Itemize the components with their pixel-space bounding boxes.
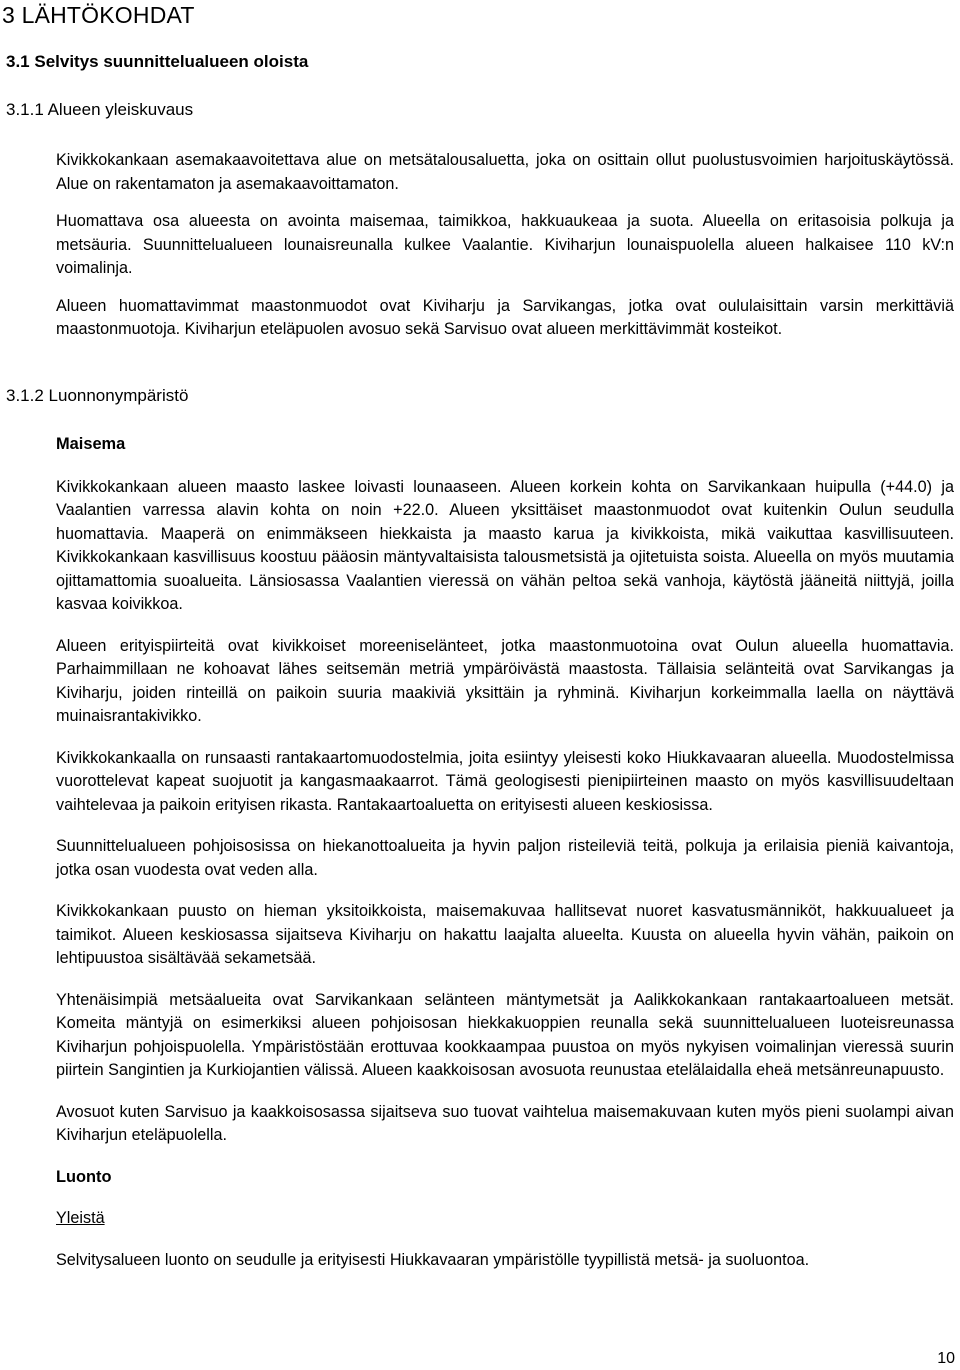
subsection-heading-312: 3.1.2 Luonnonympäristö [6,386,189,405]
paragraph: Alueen erityispiirteitä ovat kivikkoiset moreeniselänteet, jotka maastonmuotoina ovat Oulun alueella huomattavia. Parhaimmillaan ne kohoavat lähes seitsemän metriä ympäröivästä maastosta. Tällaisia selänteitä ovat Sarvikangas ja Kiviharju, joiden rinteillä on paikoin suuria maakiviä yksittäin ja ryhminä. Kiviharjun korkeimmalla laella on näyttävä muinaisrantakivikko. [56,636,954,725]
subsection-heading-311: 3.1.1 Alueen yleiskuvaus [6,100,194,119]
paragraph: Kivikkokankaan puusto on hieman yksitoikkoista, maisemakuvaa hallitsevat nuoret kasvatusmänniköt, hakkuualueet ja taimikot. Alueen keskiosassa sijaitseva Kiviharju on hakattu laajalta alueelta. Kuusta on alueella hyvin vähän, paikoin on lehtipuustoa sisältävää sekametsää. [56,902,954,967]
paragraph: Suunnittelualueen pohjoisosissa on hiekanottoalueita ja hyvin paljon risteileviä teitä, polkuja ja erilaisia pieniä kaivantoja, jotka osan vuodesta ovat veden alla. [56,837,954,879]
paragraph: Alueen huomattavimmat maastonmuodot ovat Kiviharju ja Sarvikangas, jotka ovat oululaisittain varsin merkittäviä maastonmuotoja. Kiviharjun eteläpuolen avosuo sekä Sarvisuo ovat alueen merkittävimmät kosteikot. [56,296,954,338]
body-312 [56,433,954,1272]
paragraph: Yhtenäisimpiä metsäalueita ovat Sarvikankaan selänteen mäntymetsät ja Aalikkokankaan rantakaartoalueen metsät. Komeita mäntyjä on esimerkiksi alueen pohjoisosan hiekkakuoppien reunalla sekä suunnittelualueen luoteisreunassa Kiviharjun pohjoispuolella. Ympäristöstään erottuvaa kookkaampaa puustoa on myös nykyisen voimalinjan vieressä suurin piirtein Sangintien ja Kurkiojantien välissä. Alueen kaakkoisosan avosuota reunustaa etelälaidalla eheä metsänreunapuusto. [56,990,954,1079]
paragraph: Avosuot kuten Sarvisuo ja kaakkoisosassa sijaitseva suo tuovat vaihtelua maisemakuvaan kuten myös pieni suolampi aivan Kiviharjun eteläpuolella. [56,1102,954,1144]
chapter-heading: 3 LÄHTÖKOHDAT [2,2,195,28]
section-heading: 3.1 Selvitys suunnittelualueen oloista [6,52,309,71]
page-number: 10 [937,1350,955,1367]
maisema-heading: Maisema [56,435,126,453]
paragraph: Huomattava osa alueesta on avointa maisemaa, taimikkoa, hakkuaukeaa ja suota. Alueella on eritasoisia polkuja ja metsäuria. Suunnittelualueen lounaisreunalla kulkee Vaalantie. Kiviharjun lounaispuolella alueen halkaisee 110 kV:n voimalinja. [56,212,954,277]
paragraph: Kivikkokankaalla on runsaasti rantakaartomuodostelmia, joita esiintyy yleisesti koko Hiukkavaaran alueella. Muodostelmissa vuorottelevat kapeat suojuotit ja kangasmaakaarrot. Tämä geologisesti pienipiirteinen maasto on myös kasvillisuudeltaan vaihtelevaa ja paikoin erityisen rikasta. Rantakaartoaluetta on erityisesti alueen keskiosissa. [56,748,954,814]
paragraph: Selvitysalueen luonto on seudulle ja erityisesti Hiukkavaaran ympäristölle tyypillistä metsä- ja suoluontoa. [56,1250,810,1269]
paragraph: Kivikkokankaan alueen maasto laskee loivasti lounaaseen. Alueen korkein kohta on Sarvikankaan huipulla (+44.0) ja Vaalantien varressa alavin kohta on noin +22.0. Alueen yksittäiset maastonmuodot ovat kuitenkin Oulun seudulla huomattavia. Maaperä on enimmäkseen hiekkaista ja maasto karua ja kivikkoista, mikä vaikuttaa kasvillisuuteen. Kivikkokankaan kasvillisuus koostuu pääosin mäntyvaltaisista talousmetsistä ja ojitetuista soista. Alueella on myös muutamia ojittamattomia suoalueita. Länsiosassa Vaalantien vieressä on vähän peltoa sekä vanhoja, käytöstä jääneitä niittyjä, joilla kasvaa koivikkoa. [56,477,954,613]
yleista-heading: Yleistä [56,1209,105,1227]
luonto-heading: Luonto [56,1167,112,1186]
body-311 [56,149,954,342]
paragraph: Kivikkokankaan asemakaavoitettava alue on metsätalousaluetta, joka on osittain ollut puolustusvoimien harjoituskäytössä. Alue on rakentamaton ja asemakaavoittamaton. [56,151,954,193]
